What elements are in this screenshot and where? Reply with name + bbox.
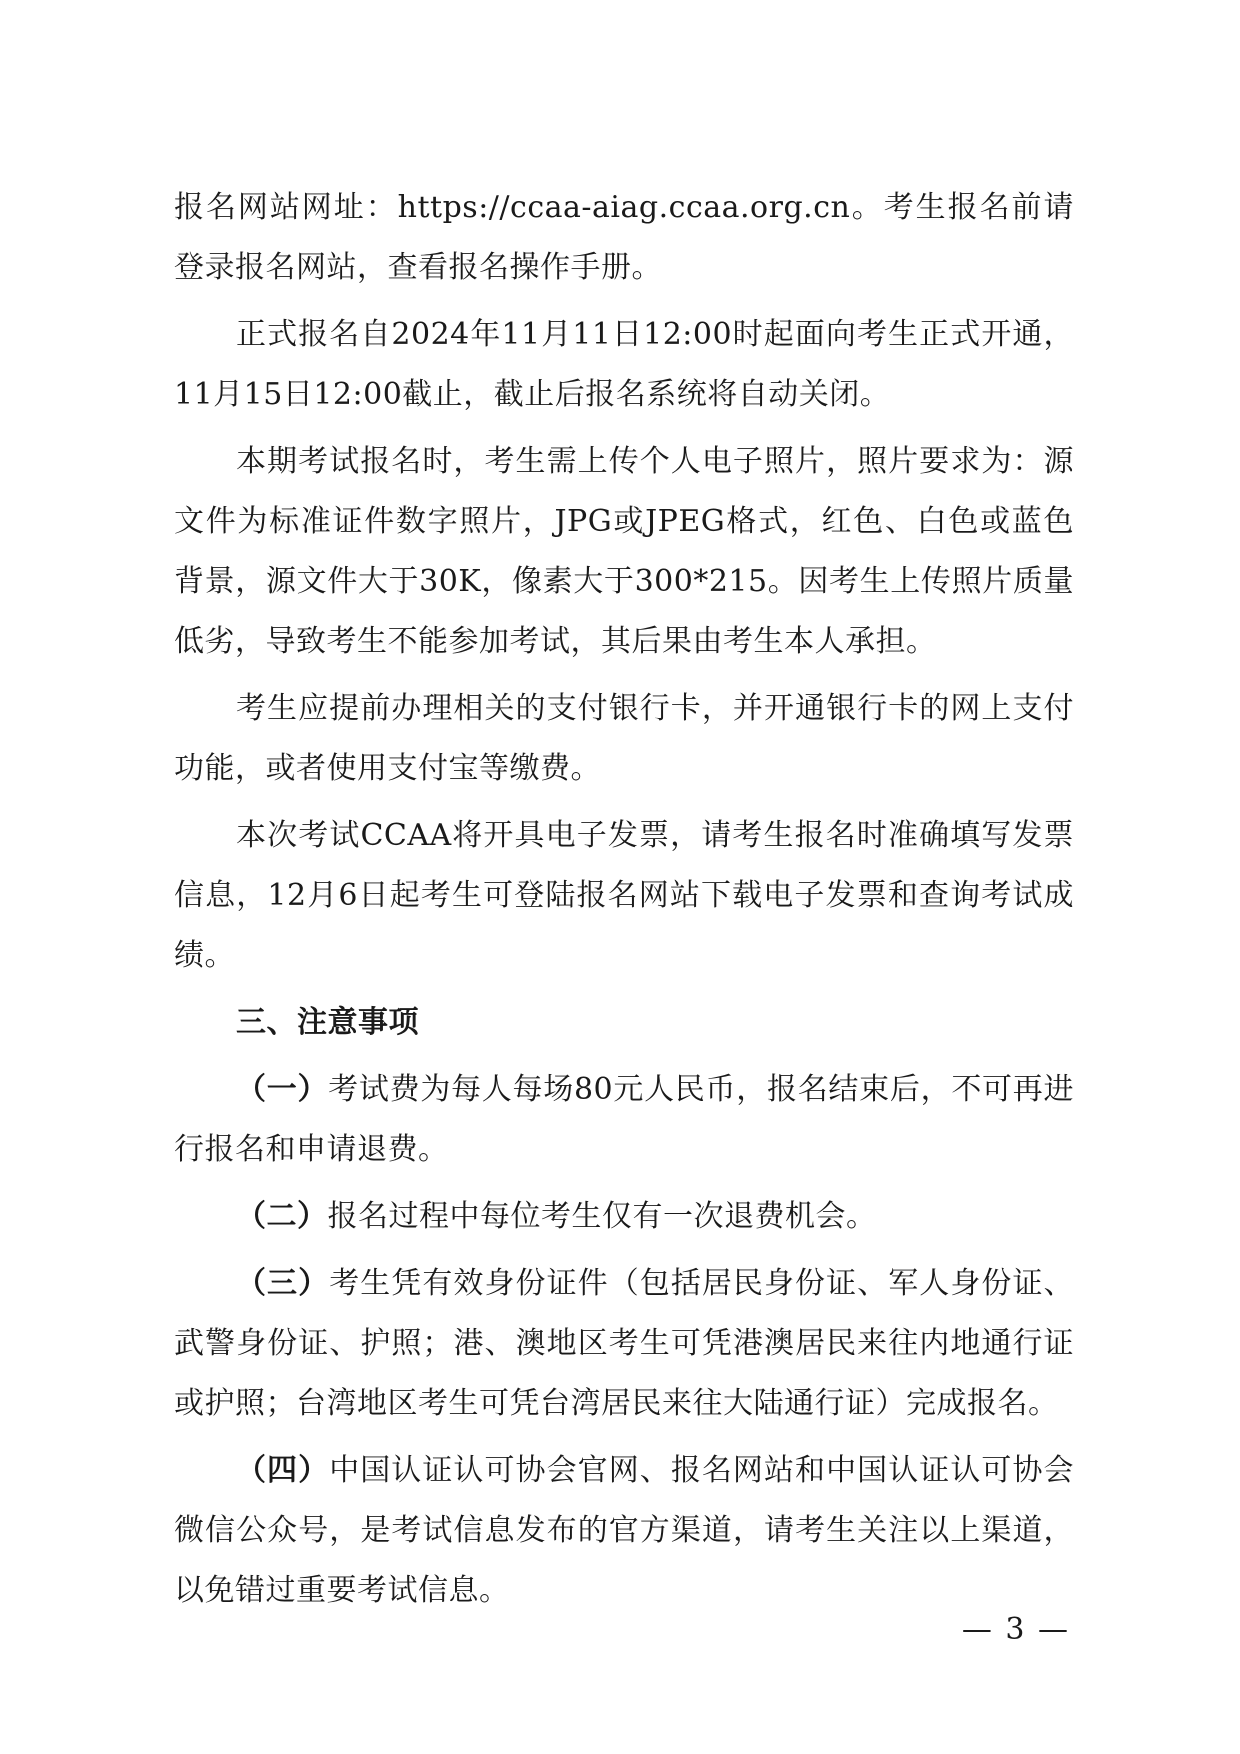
notice-text: 考生凭有效身份证件（包括居民身份证、军人身份证、武警身份证、护照；港、澳地区考生可凭港澳居民来往内地通行证或护照；台湾地区考生可凭台湾居民来往大陆通行证）完成报名。 [174, 1266, 1075, 1421]
website-paragraph: 报名网站网址：https://ccaa-aiag.ccaa.org.cn。考生报名前请登录报名网站，查看报名操作手册。 [174, 190, 1074, 285]
photo-requirements-paragraph: 本期考试报名时，考生需上传个人电子照片，照片要求为：源文件为标准证件数字照片，JPG或JPEG格式，红色、白色或蓝色背景，源文件大于30K，像素大于300*215。因考生上传照片质量低劣，导致考生不能参加考试，其后果由考生本人承担。 [174, 444, 1074, 659]
notice-text: 中国认证认可协会官网、报名网站和中国认证认可协会微信公众号，是考试信息发布的官方渠道，请考生关注以上渠道，以免错过重要考试信息。 [174, 1453, 1075, 1608]
notice-number: （一） [236, 1072, 329, 1107]
document-page [174, 178, 1074, 1628]
notice-text: 考试费为每人每场80元人民币，报名结束后，不可再进行报名和申请退费。 [174, 1072, 1074, 1167]
notice-item-3 [174, 1254, 1074, 1434]
notice-number: （二） [236, 1199, 328, 1234]
section-heading-notes: 三、注意事项 [236, 1005, 419, 1040]
payment-paragraph: 考生应提前办理相关的支付银行卡，并开通银行卡的网上支付功能，或者使用支付宝等缴费。 [174, 691, 1074, 786]
invoice-paragraph: 本次考试CCAA将开具电子发票，请考生报名时准确填写发票信息，12月6日起考生可登陆报名网站下载电子发票和查询考试成绩。 [174, 818, 1074, 973]
schedule-paragraph: 正式报名自2024年11月11日12:00时起面向考生正式开通，11月15日12:00截止，截止后报名系统将自动关闭。 [174, 317, 1074, 412]
page-number: — 3 — [961, 1612, 1070, 1647]
notice-number: （三） [236, 1266, 330, 1301]
notice-text: 报名过程中每位考生仅有一次退费机会。 [327, 1199, 877, 1234]
notice-number: （四） [236, 1453, 330, 1488]
notice-item-1 [174, 1060, 1074, 1180]
notice-item-2 [174, 1187, 1074, 1247]
notice-item-4 [174, 1441, 1074, 1621]
